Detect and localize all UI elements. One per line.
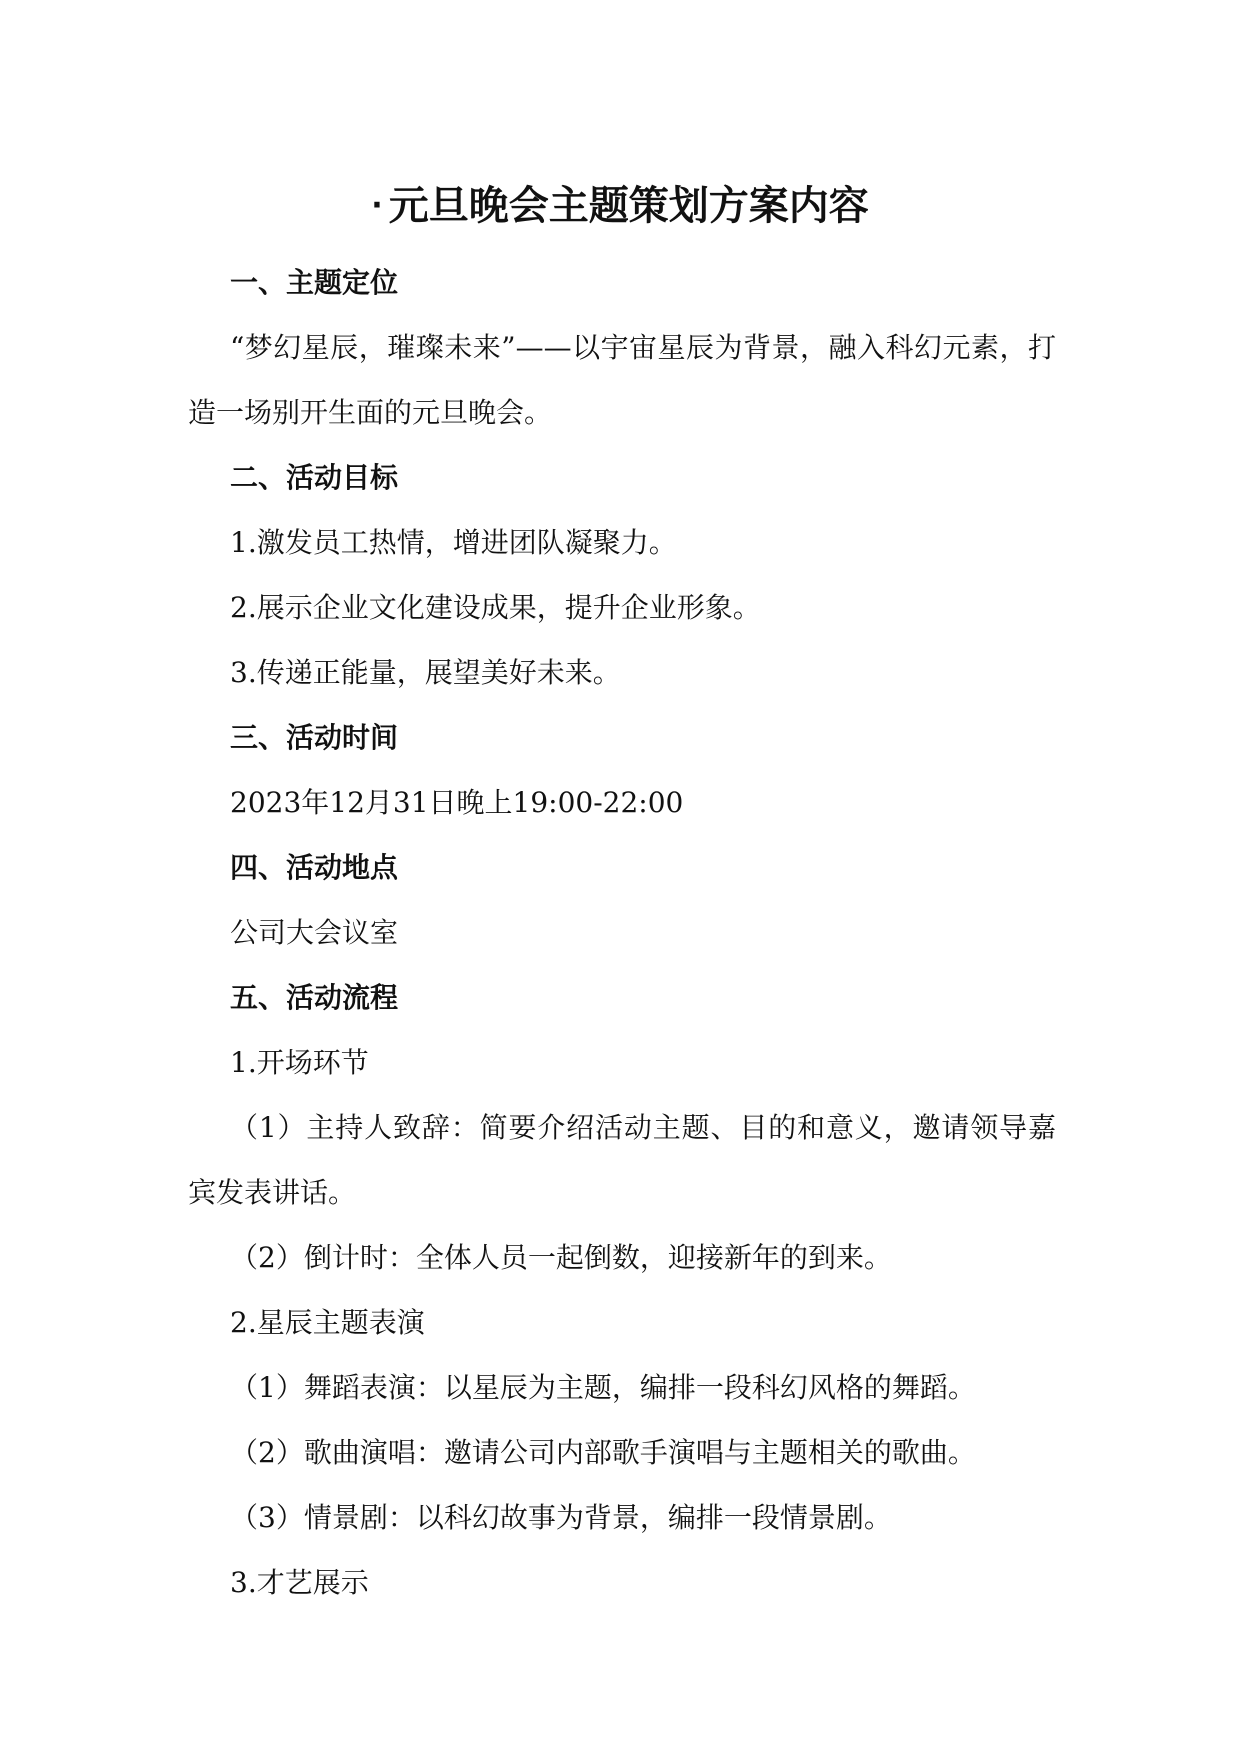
theme-paragraph: “梦幻星辰，璀璨未来”——以宇宙星辰为背景，融入科幻元素，打造一场别开生面的元旦晚会。 <box>188 331 1056 429</box>
event-location: 公司大会议室 <box>230 916 399 949</box>
agenda-part-1-item-2: （2）倒计时：全体人员一起倒数，迎接新年的到来。 <box>230 1241 892 1274</box>
agenda-part-2-title: 2.星辰主题表演 <box>230 1306 425 1339</box>
section-heading-agenda: 五、活动流程 <box>230 981 399 1014</box>
goal-item-1: 1.激发员工热情，增进团队凝聚力。 <box>230 526 677 559</box>
document-title <box>0 178 1240 234</box>
agenda-part-2-item-1: （1）舞蹈表演：以星辰为主题，编排一段科幻风格的舞蹈。 <box>230 1371 976 1404</box>
title-mark: · <box>371 188 383 223</box>
section-heading-theme: 一、主题定位 <box>230 266 399 299</box>
document-body <box>188 250 1056 1615</box>
section-heading-location: 四、活动地点 <box>230 851 399 884</box>
agenda-part-3-title: 3.才艺展示 <box>230 1566 369 1599</box>
section-heading-time: 三、活动时间 <box>230 721 399 754</box>
agenda-part-2-item-3: （3）情景剧：以科幻故事为背景，编排一段情景剧。 <box>230 1501 892 1534</box>
goal-item-2: 2.展示企业文化建设成果，提升企业形象。 <box>230 591 761 624</box>
event-time: 2023年12月31日晚上19:00-22:00 <box>230 786 684 819</box>
goal-item-3: 3.传递正能量，展望美好未来。 <box>230 656 621 689</box>
agenda-part-1-title: 1.开场环节 <box>230 1046 369 1079</box>
document-title-text: 元旦晚会主题策划方案内容 <box>388 183 869 229</box>
agenda-part-1-item-1: （1）主持人致辞：简要介绍活动主题、目的和意义，邀请领导嘉宾发表讲话。 <box>188 1111 1056 1209</box>
agenda-part-2-item-2: （2）歌曲演唱：邀请公司内部歌手演唱与主题相关的歌曲。 <box>230 1436 976 1469</box>
section-heading-goals: 二、活动目标 <box>230 461 399 494</box>
